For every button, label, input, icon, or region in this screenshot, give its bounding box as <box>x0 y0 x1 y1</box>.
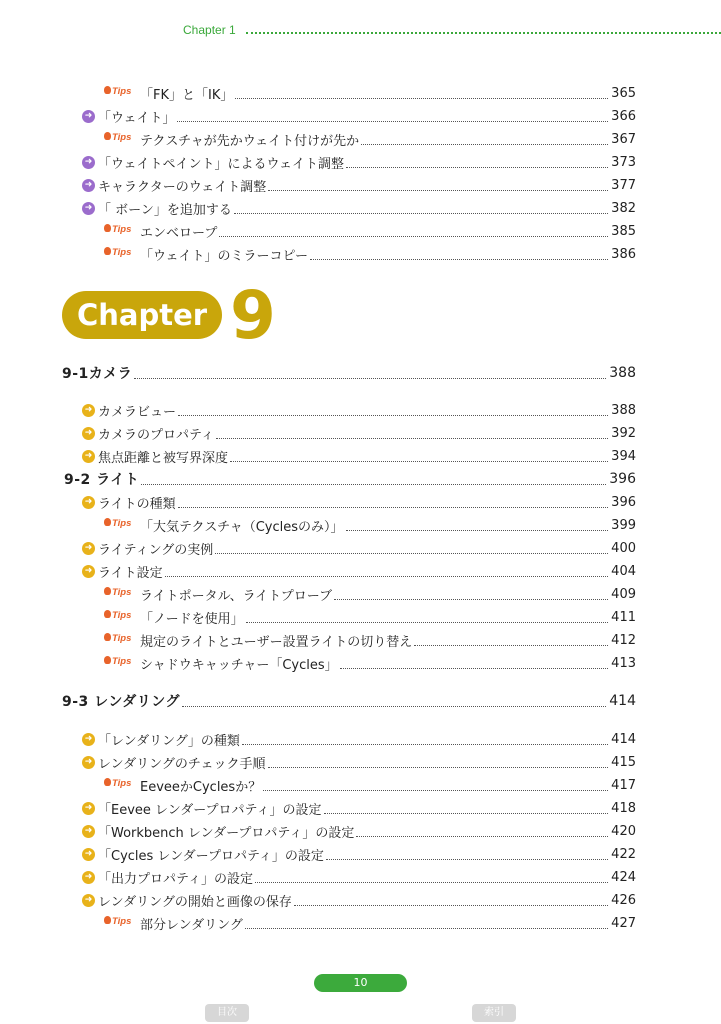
toc-entry[interactable] <box>104 913 636 933</box>
toc-entry[interactable] <box>82 867 636 887</box>
arrow-circle-icon: ➜ <box>82 565 95 578</box>
toc-entry-title: 「Eevee レンダープロパティ」の設定 <box>98 802 322 818</box>
tips-bulb-icon <box>104 224 136 238</box>
arrow-circle-icon: ➜ <box>82 542 95 555</box>
dot-leader <box>216 438 608 439</box>
tips-label: Tips <box>112 587 132 598</box>
toc-entry-title: 「出力プロパティ」の設定 <box>98 871 253 887</box>
toc-section-entry[interactable] <box>62 363 636 383</box>
toc-entry-page: 377 <box>611 177 636 193</box>
toc-entry-title: 「ウェイトペイント」によるウェイト調整 <box>98 156 344 172</box>
toc-entry[interactable] <box>82 446 636 466</box>
toc-entry-title: 「FK」と「IK」 <box>140 87 234 103</box>
toc-entry-title: 9-3 レンダリング <box>62 694 180 710</box>
arrow-circle-icon: ➜ <box>82 202 95 215</box>
toc-entry-title: 「Cycles レンダープロパティ」の設定 <box>98 848 324 864</box>
dot-leader <box>255 882 608 883</box>
dot-leader <box>268 190 608 191</box>
toc-entry-title: 「ウェイト」 <box>98 110 176 126</box>
toc-entry-title: 「Workbench レンダープロパティ」の設定 <box>98 825 355 841</box>
toc-entry-page: 388 <box>611 402 636 418</box>
toc-entry[interactable] <box>104 515 636 535</box>
toc-entry-page: 417 <box>611 777 636 793</box>
dot-leader <box>165 576 609 577</box>
toc-entry-page: 415 <box>611 754 636 770</box>
toc-entry-page: 365 <box>611 85 636 101</box>
dot-leader <box>177 121 608 122</box>
toc-entry[interactable] <box>82 561 636 581</box>
toc-entry[interactable] <box>104 244 636 264</box>
toc-entry-title: キャラクターのウェイト調整 <box>98 179 267 195</box>
toc-entry[interactable] <box>82 423 636 443</box>
arrow-circle-icon: ➜ <box>82 848 95 861</box>
toc-entry[interactable] <box>82 821 636 841</box>
dot-leader <box>326 859 608 860</box>
toc-entry-page: 414 <box>611 731 636 747</box>
dot-leader <box>242 744 608 745</box>
arrow-circle-icon: ➜ <box>82 404 95 417</box>
tips-label: Tips <box>112 916 132 927</box>
toc-entry-title: レンダリングのチェック手順 <box>98 756 266 772</box>
toc-entry-page: 427 <box>611 915 636 931</box>
toc-entry-title: カメラビュー <box>98 404 177 420</box>
toc-entry-title: 部分レンダリング <box>140 917 243 933</box>
chapter-heading <box>62 277 362 354</box>
dot-leader <box>134 378 606 379</box>
toc-entry-title: エンベロープ <box>140 225 218 241</box>
tips-bulb-icon <box>104 610 136 624</box>
toc-entry-page: 388 <box>609 365 636 381</box>
dot-leader <box>230 461 608 462</box>
dot-leader <box>346 530 609 531</box>
toc-entry-title: 「 ボーン」を追加する <box>98 202 232 218</box>
arrow-circle-icon: ➜ <box>82 427 95 440</box>
toc-entry[interactable] <box>82 538 636 558</box>
toc-entry-page: 411 <box>611 609 636 625</box>
toc-entry[interactable] <box>82 198 636 218</box>
dot-leader <box>234 213 608 214</box>
toc-entry-page: 396 <box>609 471 636 487</box>
chapter-number: 9 <box>230 277 276 354</box>
dot-leader <box>246 622 609 623</box>
tips-label: Tips <box>112 778 132 789</box>
chapter-label-pill: Chapter <box>62 291 222 339</box>
arrow-circle-icon: ➜ <box>82 871 95 884</box>
arrow-circle-icon: ➜ <box>82 179 95 192</box>
toc-section-entry[interactable] <box>62 691 636 711</box>
toc-entry-page: 399 <box>611 517 636 533</box>
toc-entry-page: 386 <box>611 246 636 262</box>
toc-entry-title: 「レンダリング」の種類 <box>98 733 240 749</box>
dot-leader <box>340 668 609 669</box>
toc-entry-page: 382 <box>611 200 636 216</box>
tips-label: Tips <box>112 633 132 644</box>
dot-leader <box>235 98 608 99</box>
toc-entry-title: カメラのプロパティ <box>98 427 214 443</box>
toc-entry-page: 422 <box>611 846 636 862</box>
toc-entry-page: 426 <box>611 892 636 908</box>
toc-entry[interactable] <box>104 607 636 627</box>
toc-entry-title: 「大気テクスチャ（Cyclesのみ）」 <box>140 519 344 535</box>
toc-entry-page: 404 <box>611 563 636 579</box>
arrow-circle-icon: ➜ <box>82 496 95 509</box>
dot-leader <box>310 259 608 260</box>
toc-entry-title: 9-1カメラ <box>62 366 133 382</box>
dot-leader <box>414 645 608 646</box>
header-dotted-rule <box>246 32 721 34</box>
tips-label: Tips <box>112 86 132 97</box>
dot-leader <box>263 790 608 791</box>
toc-entry[interactable] <box>82 798 636 818</box>
tips-label: Tips <box>112 518 132 529</box>
arrow-circle-icon: ➜ <box>82 825 95 838</box>
toc-entry[interactable] <box>82 492 636 512</box>
toc-entry[interactable] <box>104 775 636 795</box>
dot-leader <box>141 484 606 485</box>
tips-label: Tips <box>112 610 132 621</box>
tips-bulb-icon <box>104 132 136 146</box>
arrow-circle-icon: ➜ <box>82 450 95 463</box>
dot-leader <box>356 836 608 837</box>
toc-entry-page: 420 <box>611 823 636 839</box>
toc-entry-title: ライトの種類 <box>98 496 176 512</box>
tips-bulb-icon <box>104 86 136 100</box>
dot-leader <box>324 813 609 814</box>
tips-bulb-icon <box>104 656 136 670</box>
toc-entry-title: 「ノードを使用」 <box>140 611 244 627</box>
toc-entry-page: 413 <box>611 655 636 671</box>
tips-label: Tips <box>112 656 132 667</box>
running-header <box>0 22 721 42</box>
toc-entry[interactable] <box>82 400 636 420</box>
tips-label: Tips <box>112 132 132 143</box>
toc-entry[interactable] <box>104 584 636 604</box>
dot-leader <box>346 167 608 168</box>
toc-entry-page: 394 <box>611 448 636 464</box>
arrow-circle-icon: ➜ <box>82 156 95 169</box>
toc-entry-title: EeveeかCyclesか？ <box>140 779 262 795</box>
toc-entry[interactable] <box>82 890 636 910</box>
dot-leader <box>178 507 609 508</box>
page-number-badge: 10 <box>314 974 407 992</box>
dot-leader <box>245 928 608 929</box>
toc-entry[interactable] <box>82 175 636 195</box>
toc-entry[interactable] <box>82 844 636 864</box>
toc-entry-title: 規定のライトとユーザー設置ライトの切り替え <box>140 634 413 650</box>
toc-entry-page: 373 <box>611 154 636 170</box>
tips-bulb-icon <box>104 247 136 261</box>
toc-entry[interactable] <box>104 129 636 149</box>
dot-leader <box>361 144 608 145</box>
dot-leader <box>268 767 609 768</box>
toc-entry-page: 418 <box>611 800 636 816</box>
toc-entry-page: 424 <box>611 869 636 885</box>
toc-entry-title: ライティングの実例 <box>98 542 214 558</box>
toc-entry-title: ライトポータル、ライトプローブ <box>140 588 333 604</box>
dot-leader <box>215 553 608 554</box>
toc-entry-page: 396 <box>611 494 636 510</box>
chapter-header-label: Chapter 1 <box>183 23 236 37</box>
dot-leader <box>219 236 608 237</box>
toc-section-entry[interactable] <box>64 469 636 489</box>
arrow-circle-icon: ➜ <box>82 802 95 815</box>
arrow-circle-icon: ➜ <box>82 894 95 907</box>
toc-entry-page: 392 <box>611 425 636 441</box>
toc-entry[interactable] <box>82 152 636 172</box>
toc-entry[interactable] <box>82 752 636 772</box>
dot-leader <box>182 706 606 707</box>
dot-leader <box>334 599 608 600</box>
toc-entry-title: 「ウェイト」のミラーコピー <box>140 248 308 264</box>
toc-entry[interactable] <box>82 106 636 126</box>
toc-entry[interactable] <box>104 653 636 673</box>
toc-entry-title: 9-2 ライト <box>64 472 140 488</box>
toc-entry-page: 409 <box>611 586 636 602</box>
tips-bulb-icon <box>104 916 136 930</box>
tips-bulb-icon <box>104 778 136 792</box>
toc-entry-title: レンダリングの開始と画像の保存 <box>98 894 292 910</box>
toc-entry-title: 焦点距離と被写界深度 <box>98 450 229 466</box>
contents-nav-button[interactable]: 目次 <box>205 1004 249 1022</box>
toc-entry-page: 400 <box>611 540 636 556</box>
toc-entry-page: 367 <box>611 131 636 147</box>
arrow-circle-icon: ➜ <box>82 733 95 746</box>
toc-entry-page: 366 <box>611 108 636 124</box>
tips-bulb-icon <box>104 587 136 601</box>
tips-bulb-icon <box>104 518 136 532</box>
index-nav-button[interactable]: 索引 <box>472 1004 516 1022</box>
toc-entry-title: テクスチャが先かウェイト付けが先か <box>140 133 360 149</box>
dot-leader <box>178 415 608 416</box>
arrow-circle-icon: ➜ <box>82 756 95 769</box>
dot-leader <box>294 905 608 906</box>
toc-entry-title: ライト設定 <box>98 565 163 581</box>
toc-entry-page: 385 <box>611 223 636 239</box>
toc-entry[interactable] <box>82 729 636 749</box>
tips-label: Tips <box>112 247 132 258</box>
tips-label: Tips <box>112 224 132 235</box>
toc-entry-page: 412 <box>611 632 636 648</box>
toc-entry[interactable] <box>104 83 636 103</box>
toc-entry-title: シャドウキャッチャー「Cycles」 <box>140 657 338 673</box>
toc-entry-page: 414 <box>609 693 636 709</box>
toc-entry[interactable] <box>104 221 636 241</box>
arrow-circle-icon: ➜ <box>82 110 95 123</box>
toc-entry[interactable] <box>104 630 636 650</box>
tips-bulb-icon <box>104 633 136 647</box>
